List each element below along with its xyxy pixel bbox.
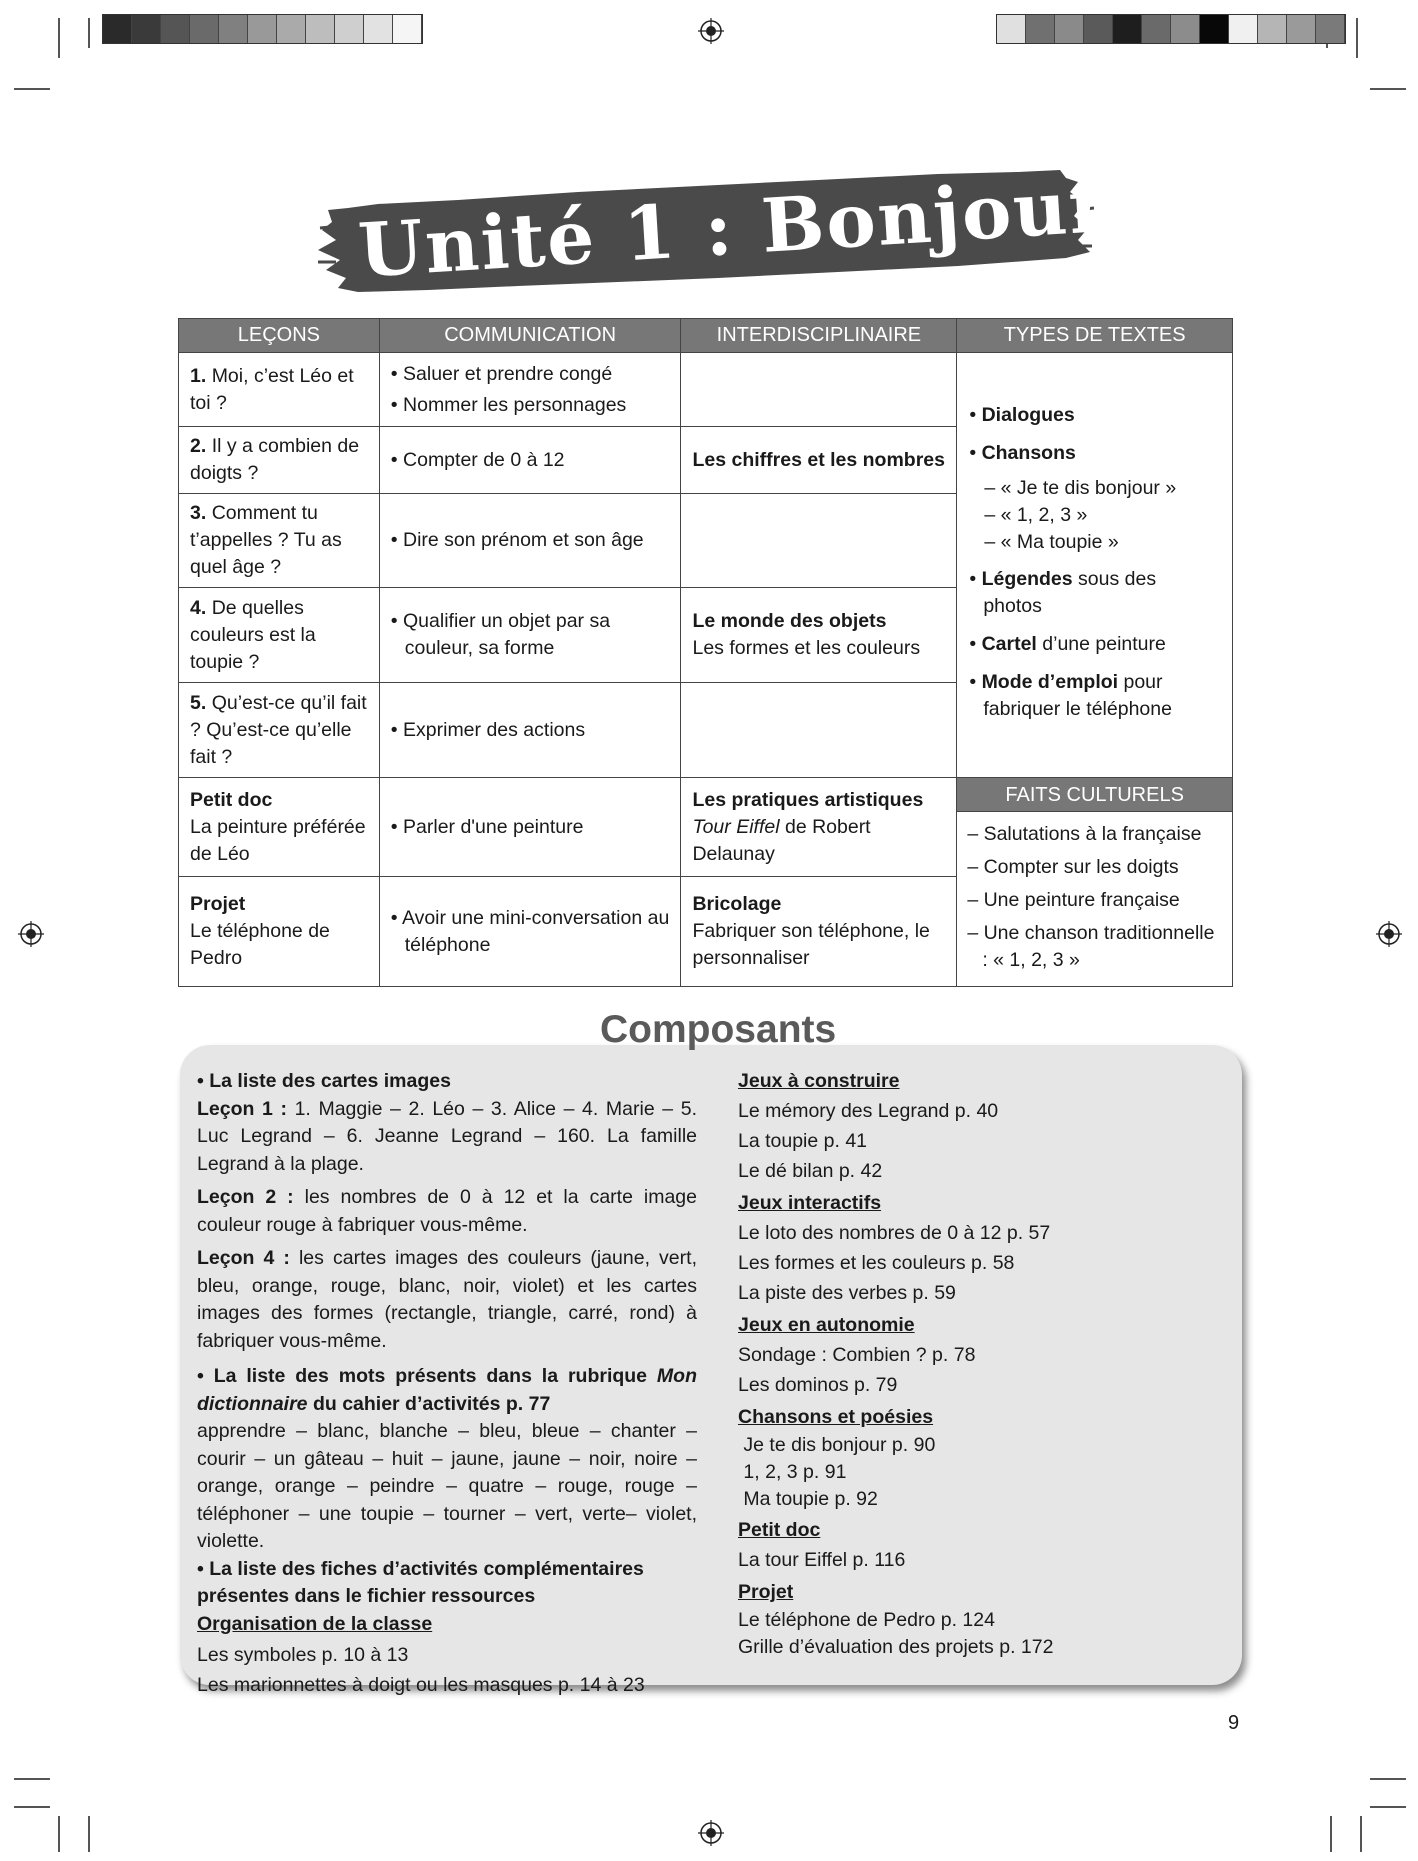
color-swatch [248,15,277,43]
list-item: • Dialogues [969,404,1075,426]
communication-cell: • Compter de 0 à 12 [379,427,681,494]
color-swatch [1055,15,1084,43]
table-row [179,353,1233,427]
color-swatch [277,15,306,43]
list-item: Les formes et les couleurs p. 58 [738,1252,1015,1274]
header-lecons: LEÇONS [179,319,380,353]
section-heading: • La liste des mots présents dans la rubrique Mon dictionnaire du cahier d’activités p. 77 [197,1365,697,1415]
color-swatch [306,15,335,43]
group-heading: Jeux interactifs [738,1192,882,1214]
color-swatch [1200,15,1229,43]
song-item: – « 1, 2, 3 » [984,504,1088,526]
faits-culturels-list [957,812,1232,986]
list-item: Ma toupie p. 92 [738,1488,878,1510]
color-bar-left [102,14,423,44]
types-de-textes-cell [957,353,1233,778]
group-heading: Petit doc [738,1519,821,1541]
resource-group [738,1515,1158,1575]
list-item: – Compter sur les doigts [967,856,1179,878]
page-number: 9 [1228,1712,1240,1734]
section-heading: • La liste des cartes images [197,1070,451,1092]
group-heading: Projet [738,1581,794,1603]
faits-culturels-header: FAITS CULTURELS [957,778,1232,812]
lesson-cell: 5. Qu’est-ce qu’il fait ? Qu’est-ce qu’elle fait ? [179,683,380,778]
registration-mark-icon [698,1820,724,1846]
color-swatch [1113,15,1142,43]
list-item: Grille d’évaluation des projets p. 172 [738,1636,1054,1658]
list-item: Sondage : Combien ? p. 78 [738,1344,976,1366]
lesson-cell: 2. Il y a combien de doigts ? [179,427,380,494]
color-swatch [103,15,132,43]
interdisciplinary-cell [681,353,957,427]
communication-cell: • Qualifier un objet par sa couleur, sa forme [379,588,681,683]
color-swatch [132,15,161,43]
color-swatch [219,15,248,43]
resource-group [738,1577,1158,1661]
color-swatch [1142,15,1171,43]
color-swatch [393,15,422,43]
title-banner [318,158,1175,295]
table-row [179,778,1233,877]
list-item: Les marionnettes à doigt ou les masques p. 14 à 23 [197,1674,645,1696]
communication-cell: • Parler d'une peinture [379,778,681,877]
group-heading: Jeux à construire [738,1070,900,1092]
color-swatch [1316,15,1345,43]
list-item: Le téléphone de Pedro p. 124 [738,1609,995,1631]
song-item: – « Ma toupie » [984,531,1119,553]
communication-cell: • Exprimer des actions [379,683,681,778]
registration-mark-icon [698,18,724,44]
color-swatch [1026,15,1055,43]
header-interdisciplinaire: INTERDISCIPLINAIRE [681,319,957,353]
color-swatch [997,15,1026,43]
lesson-cell: Petit doc La peinture préférée de Léo [179,778,380,877]
group-heading: Jeux en autonomie [738,1314,915,1336]
interdisciplinary-cell: Les pratiques artistiques Tour Eiffel de Robert Delaunay [681,778,957,877]
lesson-cell: 1. Moi, c’est Léo et toi ? [179,353,380,427]
list-item: – Une chanson traditionnelle : « 1, 2, 3 » [967,922,1215,971]
faits-culturels-cell [957,778,1233,987]
list-item: • Cartel d’une peinture [969,633,1166,655]
color-bar-right [996,14,1346,44]
composants-right-column [738,1064,1158,1661]
color-swatch [364,15,393,43]
list-item: • Mode d’emploi pour fabriquer le téléphone [969,671,1172,720]
list-item: • Saluer et prendre congé [390,362,613,385]
list-item: La toupie p. 41 [738,1130,868,1152]
header-communication: COMMUNICATION [379,319,681,353]
communication-cell: • Avoir une mini-conversation au téléphone [379,877,681,987]
list-item: • Chansons [969,442,1076,464]
lesson-cell: 4. De quelles couleurs est la toupie ? [179,588,380,683]
list-item: Le loto des nombres de 0 à 12 p. 57 [738,1222,1051,1244]
interdisciplinary-cell: Le monde des objets Les formes et les couleurs [681,588,957,683]
interdisciplinary-cell [681,683,957,778]
list-item: Le mémory des Legrand p. 40 [738,1100,999,1122]
registration-mark-icon [18,921,44,947]
paragraph: Leçon 2 : les nombres de 0 à 12 et la carte image couleur rouge à fabriquer vous-même. [197,1186,697,1236]
resource-group [738,1188,1158,1308]
paragraph: Leçon 1 : 1. Maggie – 2. Léo – 3. Alice – 4. Marie – 5. Luc Legrand – 6. Jeanne Legrand – 160. La famille Legrand à la plage. [197,1097,697,1175]
color-swatch [1171,15,1200,43]
unit-overview-table [178,318,1233,987]
header-types-de-textes: TYPES DE TEXTES [957,319,1233,353]
list-item: • Nommer les personnages [390,393,627,416]
group-heading: Chansons et poésies [738,1406,934,1428]
section-heading: Organisation de la classe [197,1612,433,1635]
paragraph: apprendre – blanc, blanche – bleu, bleue – chanter – courir – un gâteau – huit – jaune, jaune – noir, noire – orange, orange – peindre – quatre – rouge, rouge – téléphoner – une toupie – tourner – vert, verte– violet, violette. [197,1420,697,1552]
resource-group [738,1310,1158,1400]
color-swatch [190,15,219,43]
registration-mark-icon [1376,921,1402,947]
color-swatch [1287,15,1316,43]
song-item: – « Je te dis bonjour » [984,477,1177,499]
color-swatch [335,15,364,43]
color-swatch [1229,15,1258,43]
composants-title: Composants [600,1008,837,1051]
lesson-cell: Projet Le téléphone de Pedro [179,877,380,987]
communication-cell [379,353,681,427]
page-title: Unité 1 : Bonjour ! [356,158,1175,295]
list-item: – Salutations à la française [967,823,1202,845]
list-item: La tour Eiffel p. 116 [738,1549,906,1571]
list-item: Je te dis bonjour p. 90 [738,1434,936,1456]
list-item: La piste des verbes p. 59 [738,1282,956,1304]
lesson-cell: 3. Comment tu t’appelles ? Tu as quel âge ? [179,494,380,588]
color-swatch [1258,15,1287,43]
color-swatch [161,15,190,43]
list-item: Les dominos p. 79 [738,1374,898,1396]
resource-group [738,1402,1158,1513]
communication-cell: • Dire son prénom et son âge [379,494,681,588]
list-item: Les symboles p. 10 à 13 [197,1644,409,1666]
resource-group [738,1066,1158,1186]
color-swatch [1084,15,1113,43]
paragraph: Leçon 4 : les cartes images des couleurs (jaune, vert, bleu, orange, rouge, blanc, noir, violet) et les cartes images des formes (rectangle, triangle, carré, rond) à fabriquer vous-même. [197,1247,697,1352]
list-item: • Légendes sous des photos [969,568,1157,617]
table-header-row [179,319,1233,353]
list-item: 1, 2, 3 p. 91 [738,1461,847,1483]
composants-left-column [197,1068,697,1700]
list-item: – Une peinture française [967,889,1180,911]
interdisciplinary-cell: Les chiffres et les nombres [681,427,957,494]
interdisciplinary-cell: Bricolage Fabriquer son téléphone, le personnaliser [681,877,957,987]
interdisciplinary-cell [681,494,957,588]
list-item: Le dé bilan p. 42 [738,1160,883,1182]
section-heading: • La liste des fiches d’activités complémentaires présentes dans le fichier ressources [197,1557,644,1607]
